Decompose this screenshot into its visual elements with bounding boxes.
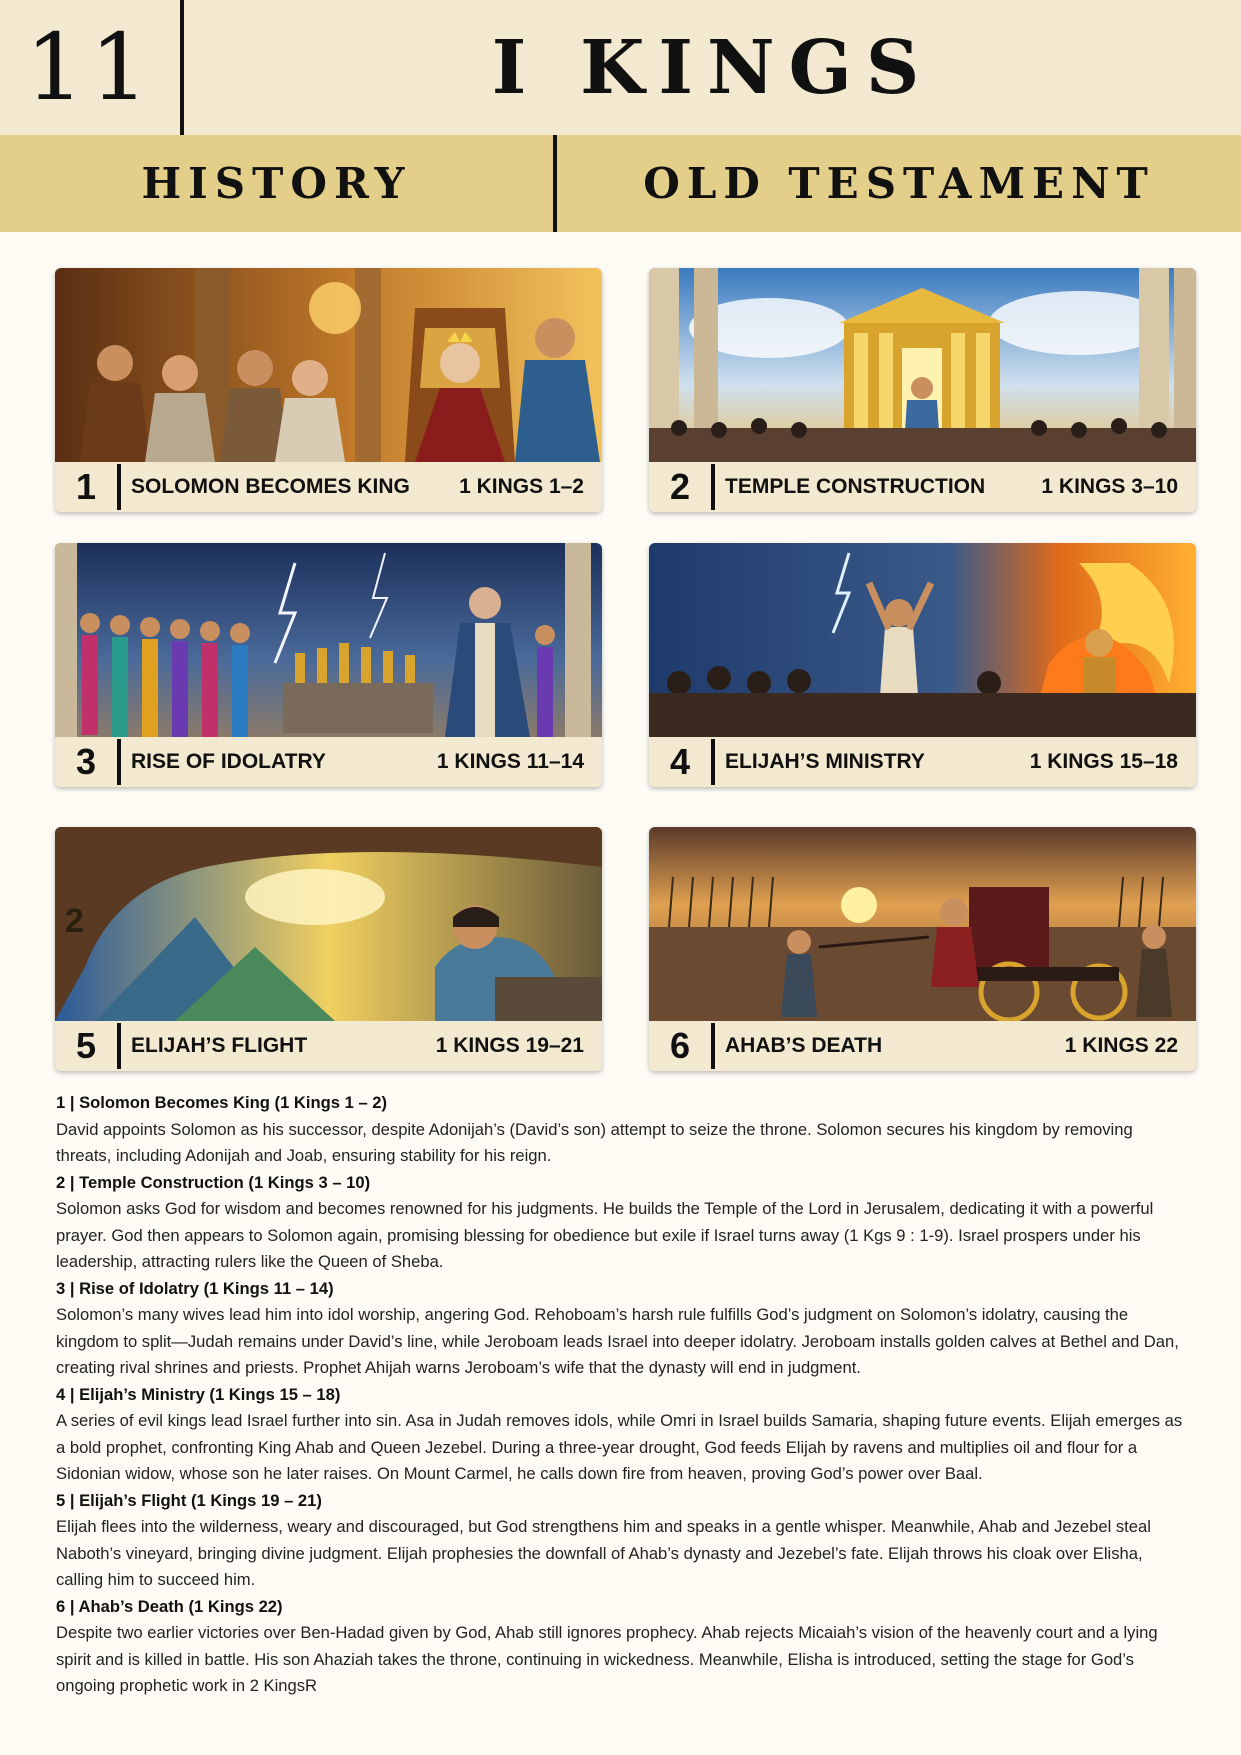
summary-heading: 5 | Elijah’s Flight (1 Kings 19 – 21) [56, 1490, 322, 1510]
card-title: AHAB’S DEATH [725, 1034, 883, 1057]
summary-text: Elijah flees into the wilderness, weary and discouraged, but God strengthens him and speaks in a gentle whisper. Meanwhile, Ahab and Jezebel steal Naboth’s vineyard, bringing divine judgment. Elijah prophesies the downfall of Ahab’s dynasty and Jezebel’s fate. Elijah throws his cloak over Elisha, calling him to succeed him. [56, 1517, 1151, 1589]
card-title: ELIJAH’S FLIGHT [131, 1034, 308, 1057]
book-title: I KINGS [491, 24, 934, 111]
card-title: SOLOMON BECOMES KING [131, 475, 410, 498]
summary-text: Despite two earlier victories over Ben-Hadad given by God, Ahab still ignores prophecy. Ahab rejects Micaiah’s vision of the heavenly court and a lying spirit and is killed in battle. His son Ahaziah takes the throne, continuing in wickedness. Meanwhile, Elisha is introduced, setting the stage for God’s ongoing prophetic work in 2 KingsR [56, 1623, 1158, 1695]
book-number: 11 [25, 14, 155, 121]
card-number: 4 [669, 741, 691, 782]
caption-divider [117, 1023, 121, 1069]
summary-heading: 4 | Elijah’s Ministry (1 Kings 15 – 18) [56, 1384, 341, 1404]
card-reference: 1 KINGS 15–18 [1029, 750, 1178, 773]
caption-divider [711, 464, 715, 510]
card-caption [55, 1021, 602, 1071]
category-history: HISTORY [141, 159, 412, 208]
summary-text: David appoints Solomon as his successor, despite Adonijah’s (David’s son) attempt to seize the throne. Solomon secures his kingdom by removing threats, including Adonijah and Joab, ensuring stability for his reign. [56, 1119, 1133, 1165]
card-caption [55, 737, 602, 787]
card-reference: 1 KINGS 19–21 [435, 1034, 584, 1057]
card-caption [649, 462, 1196, 512]
temple-illustration [649, 268, 1196, 462]
card-elijahs-flight [55, 827, 602, 1071]
summary-heading: 3 | Rise of Idolatry (1 Kings 11 – 14) [56, 1278, 334, 1298]
summary-heading: 6 | Ahab’s Death (1 Kings 22) [56, 1596, 283, 1616]
caption-divider [711, 1023, 715, 1069]
summary-text: Solomon asks God for wisdom and becomes renowned for his judgments. He builds the Temple of the Lord in Jerusalem, dedicating it with a powerful prayer. God then appears to Solomon again, promising blessing for obedience but exile if Israel turns away (1 Kgs 9 : 1-9). Israel prospers under his leadership, attracting rulers like the Queen of Sheba. [56, 1199, 1154, 1271]
card-number: 6 [669, 1025, 691, 1066]
image-overlay-digit: 2 [65, 902, 84, 940]
card-solomon-becomes-king [55, 268, 602, 512]
card-reference: 1 KINGS 11–14 [436, 750, 584, 773]
summary-heading: 1 | Solomon Becomes King (1 Kings 1 – 2) [56, 1093, 388, 1112]
cave-illustration [55, 827, 602, 1021]
battle-chariot-illustration [649, 827, 1196, 1021]
card-caption [649, 737, 1196, 787]
card-reference: 1 KINGS 1–2 [459, 475, 584, 498]
card-elijahs-ministry [649, 543, 1196, 787]
card-reference: 1 KINGS 3–10 [1041, 475, 1178, 498]
card-rise-of-idolatry [55, 543, 602, 787]
card-title: RISE OF IDOLATRY [131, 750, 326, 773]
card-caption [55, 462, 602, 512]
summary-text: Solomon’s many wives lead him into idol worship, angering God. Rehoboam’s harsh rule fulfills God’s judgment on Solomon’s idolatry, causing the kingdom to split—Judah remains under David’s line, while Jeroboam leads Israel into deeper idolatry. Jeroboam installs golden calves at Bethel and Dan, creating rival shrines and priests. Prophet Ahijah warns Jeroboam’s wife that the dynasty will end in judgment. [56, 1305, 1179, 1377]
idols-storm-illustration [55, 543, 602, 737]
card-temple-construction [649, 268, 1196, 512]
summary-section [56, 1090, 1186, 1700]
fire-from-heaven-illustration [649, 543, 1196, 737]
card-title: TEMPLE CONSTRUCTION [725, 475, 986, 498]
card-title: ELIJAH’S MINISTRY [725, 750, 925, 773]
summary-heading: 2 | Temple Construction (1 Kings 3 – 10) [56, 1172, 371, 1192]
caption-divider [117, 739, 121, 785]
card-number: 5 [75, 1025, 97, 1066]
card-number: 1 [75, 466, 97, 507]
caption-divider [117, 464, 121, 510]
category-testament: OLD TESTAMENT [643, 159, 1155, 208]
card-ahabs-death [649, 827, 1196, 1071]
throne-room-illustration [55, 268, 602, 462]
summary-text: A series of evil kings lead Israel further into sin. Asa in Judah removes idols, while Omri in Israel builds Samaria, shaping future events. Elijah emerges as a bold prophet, confronting King Ahab and Queen Jezebel. During a three-year drought, God feeds Elijah by ravens and multiplies oil and flour for a Sidonian widow, whose son he later raises. On Mount Carmel, he calls down fire from heaven, proving God’s power over Baal. [56, 1411, 1183, 1483]
card-number: 2 [669, 466, 691, 507]
card-caption [649, 1021, 1196, 1071]
card-reference: 1 KINGS 22 [1064, 1034, 1178, 1057]
caption-divider [711, 739, 715, 785]
card-number: 3 [75, 741, 97, 782]
